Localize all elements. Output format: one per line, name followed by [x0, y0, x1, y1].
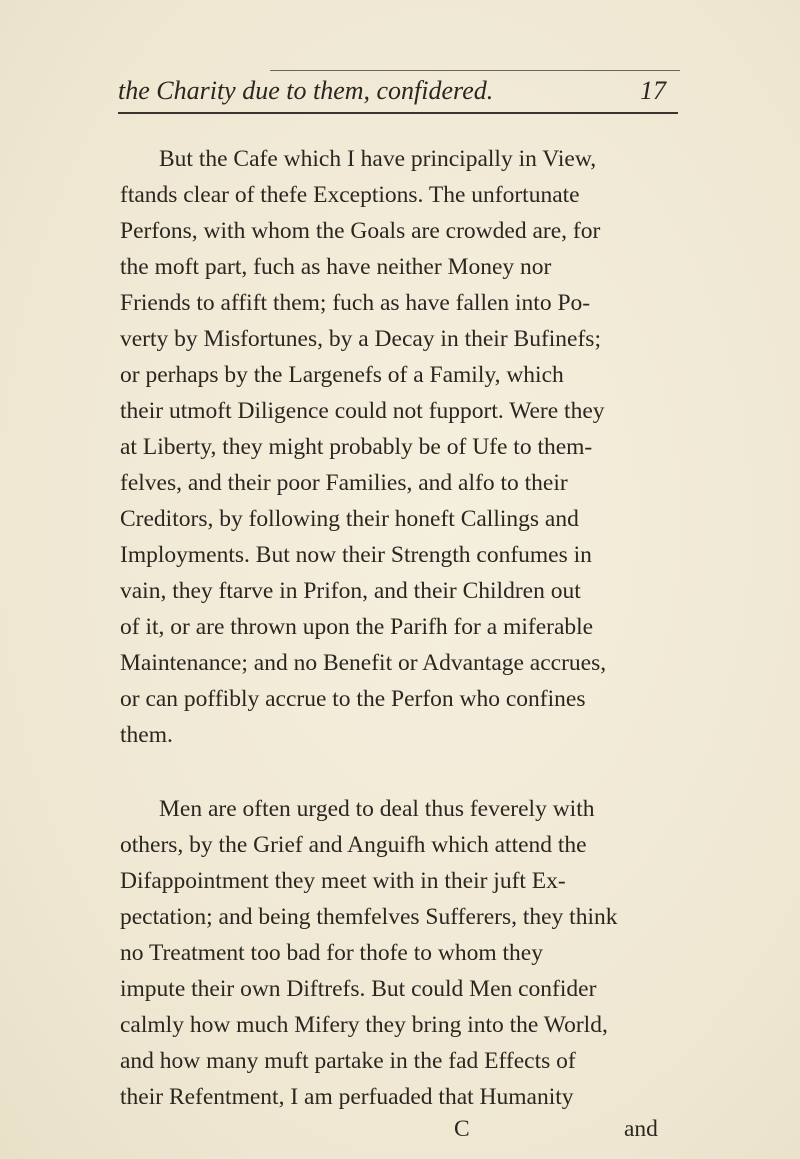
- text-line: But the Cafe which I have principally in View,: [159, 146, 597, 172]
- signature-mark: C: [454, 1116, 470, 1142]
- text-line: impute their own Diftrefs. But could Men confider: [120, 976, 597, 1002]
- text-line: their utmoft Diligence could not fupport. Were they: [120, 398, 605, 424]
- text-line: felves, and their poor Families, and alfo to their: [120, 470, 568, 496]
- text-line: Friends to affift them; fuch as have fallen into Po-: [120, 290, 591, 316]
- text-line: or can poffibly accrue to the Perfon who confines: [120, 686, 586, 712]
- page-number: 17: [640, 76, 666, 105]
- text-line: Men are often urged to deal thus feverely with: [159, 796, 595, 822]
- text-line: Perfons, with whom the Goals are crowded are, for: [120, 218, 601, 244]
- text-line: Maintenance; and no Benefit or Advantage accrues,: [120, 650, 607, 676]
- text-line: calmly how much Mifery they bring into the World,: [120, 1012, 608, 1038]
- text-line: of it, or are thrown upon the Parifh for a miferable: [120, 614, 594, 640]
- text-line: Creditors, by following their honeft Callings and: [120, 506, 579, 532]
- text-line: ftands clear of thefe Exceptions. The unfortunate: [120, 182, 580, 208]
- text-line: Difappointment they meet with in their juft Ex-: [120, 868, 566, 894]
- text-line: vain, they ftarve in Prifon, and their Children out: [120, 578, 581, 604]
- text-line: verty by Misfortunes, by a Decay in their Bufinefs;: [120, 326, 601, 352]
- text-line: their Refentment, I am perfuaded that Humanity: [120, 1084, 574, 1110]
- text-line: no Treatment too bad for thofe to whom they: [120, 940, 543, 966]
- text-line: them.: [120, 722, 173, 748]
- catchword: and: [624, 1116, 658, 1142]
- text-line: pectation; and being themfelves Sufferers, they think: [120, 904, 618, 930]
- running-title: the Charity due to them, confidered.: [118, 76, 494, 105]
- text-line: or perhaps by the Largenefs of a Family, which: [120, 362, 564, 388]
- text-line: at Liberty, they might probably be of Ufe to them-: [120, 434, 593, 460]
- text-line: others, by the Grief and Anguifh which attend the: [120, 832, 587, 858]
- text-line: and how many muft partake in the fad Effects of: [120, 1048, 576, 1074]
- text-line: Imployments. But now their Strength confumes in: [120, 542, 592, 568]
- text-line: the moft part, fuch as have neither Money nor: [120, 254, 552, 280]
